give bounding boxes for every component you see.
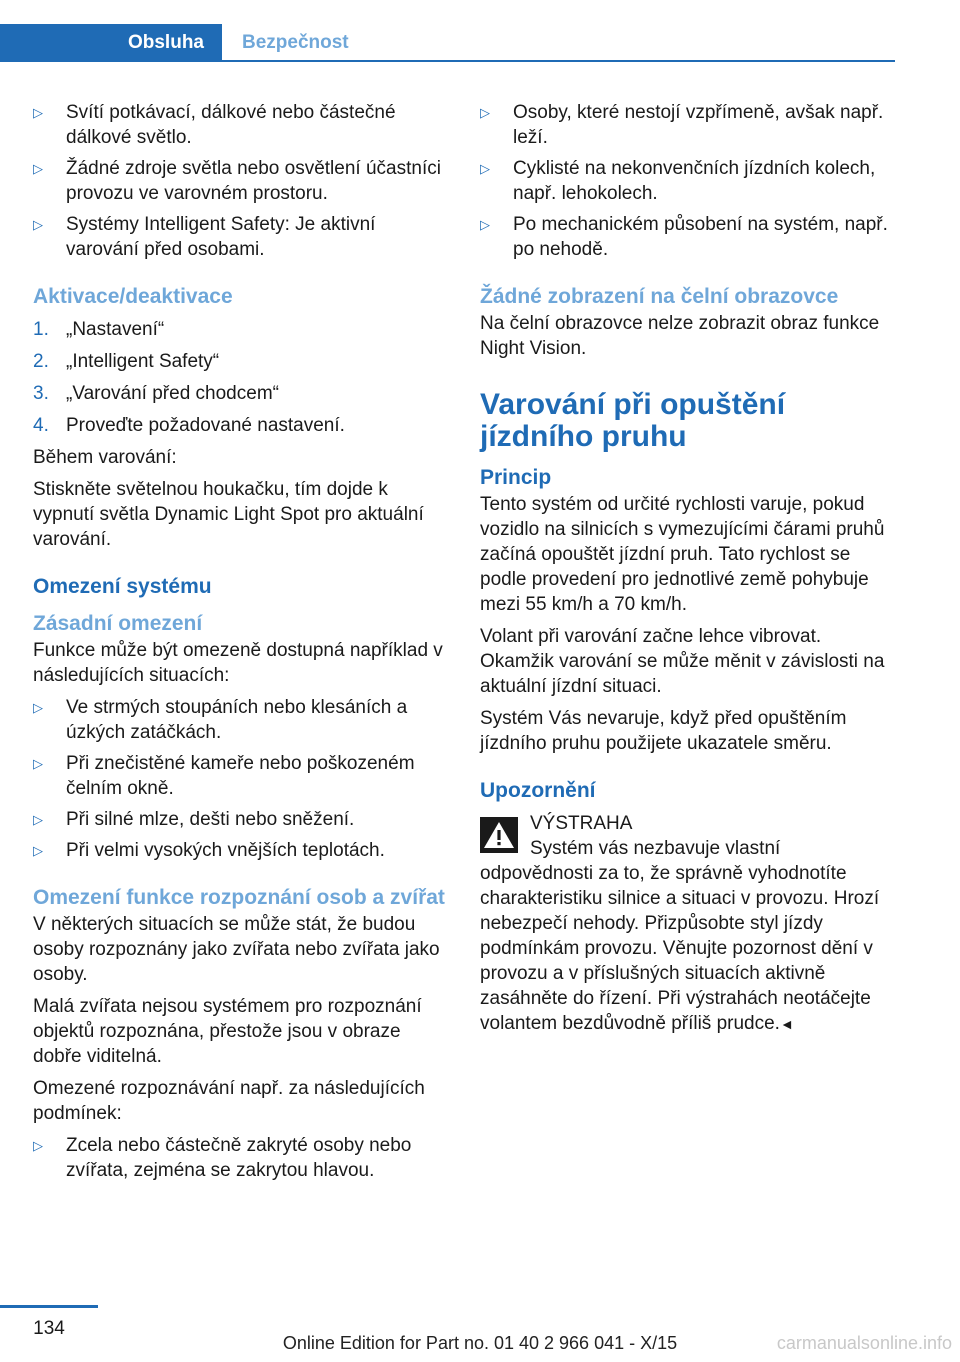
condition-list [33, 100, 448, 262]
paragraph: Volant při varování začne lehce vibrovat. Okamžik varování se může měnit v závislosti na aktuální jízdní situaci. [480, 626, 885, 697]
paragraph: Na čelní obrazovce nelze zobrazit obraz funkce Night Vision. [480, 313, 880, 359]
step-number: 2. [33, 351, 49, 372]
heading-aktivace: Aktivace/deaktivace [33, 285, 233, 308]
tab-obsluha[interactable] [0, 24, 222, 62]
left-column [33, 100, 448, 1189]
page-number: 134 [33, 1318, 65, 1339]
heading-upozorneni: Upozornění [480, 779, 596, 802]
chapter-tabs [0, 24, 895, 62]
list-item-text: Při znečistěné kameře nebo poškozeném čelním okně. [66, 753, 415, 799]
bullet-triangle-icon: ▷ [33, 105, 43, 120]
step-text: „Intelligent Safety“ [66, 351, 220, 372]
paragraph: Systém Vás nevaruje, když před opuštěním jízdního pruhu použijete ukazatele směru. [480, 708, 847, 754]
heading-zasadni-omezeni: Zásadní omezení [33, 612, 203, 635]
step-item [33, 413, 448, 438]
warning-text-content: Systém vás nezbavuje vlastní odpovědnosti za to, že správně vyhodnotíte charakteristiku silnice a situaci v provozu. Hrozí nebezpečí nehody. Přizpůsobte styl jízdy podmínkám provozu. Věnujte pozornost dění v provozu a v příslušných situacích aktivně zasáhněte do řízení. Při výstrahách neotáčejte volantem bezdůvodně příliš prudce. [480, 838, 880, 1034]
bullet-triangle-icon: ▷ [480, 217, 490, 232]
steps-list [33, 317, 448, 438]
bullet-triangle-icon: ▷ [480, 161, 490, 176]
bullet-triangle-icon: ▷ [33, 161, 43, 176]
paragraph: Během varování: [33, 447, 177, 468]
bullet-triangle-icon: ▷ [33, 700, 43, 715]
heading-zadne-zobrazeni: Žádné zobrazení na čelní obrazovce [480, 285, 839, 308]
list-item [33, 156, 448, 206]
bullet-triangle-icon: ▷ [33, 843, 43, 858]
list-item [33, 695, 448, 745]
list-item [480, 100, 895, 150]
paragraph: Malá zvířata nejsou systémem pro rozpoznání objektů rozpoznána, přestože jsou v obraze dobře viditelná. [33, 996, 422, 1067]
paragraph: Tento systém od určité rychlosti varuje, pokud vozidlo na silnicích s vymezujícími čárami pruhů začíná opouštět jízdní pruh. Tato rychlost se podle provedení pro jednotlivé země pohybuje mezi 55 km/h a 70 km/h. [480, 494, 885, 615]
end-mark-icon: ◄ [779, 1016, 794, 1032]
step-text: „Nastavení“ [66, 319, 165, 340]
list-item [33, 838, 448, 863]
warning-block [480, 811, 895, 1037]
list-item [480, 212, 895, 262]
list-item-text: Osoby, které nestojí vzpřímeně, avšak např. leží. [513, 102, 884, 148]
step-number: 1. [33, 319, 49, 340]
right-column [480, 100, 895, 1044]
heading-omezeni-rozpoznani: Omezení funkce rozpoznání osob a zvířat [33, 886, 445, 909]
step-number: 3. [33, 383, 49, 404]
list-item [33, 212, 448, 262]
list-item-text: Žádné zdroje světla nebo osvětlení účastníci provozu ve varovném prostoru. [66, 158, 441, 204]
paragraph: V některých situacích se může stát, že budou osoby rozpoznány jako zvířata nebo zvířata jako osoby. [33, 914, 440, 985]
limitation-list [33, 695, 448, 863]
list-item [33, 100, 448, 150]
list-item [480, 156, 895, 206]
tab-divider [0, 60, 895, 62]
bullet-triangle-icon: ▷ [33, 1138, 43, 1153]
step-item [33, 349, 448, 374]
bullet-triangle-icon: ▷ [480, 105, 490, 120]
watermark: carmanualsonline.info [776, 1333, 952, 1353]
step-text: „Varování před chodcem“ [66, 383, 279, 404]
step-item [33, 381, 448, 406]
warning-triangle-icon [480, 817, 518, 853]
list-item-text: Cyklisté na nekonvenčních jízdních kolech, např. lehokolech. [513, 158, 876, 204]
recognition-list [33, 1133, 448, 1183]
heading-varovani-pri-opusteni: Varování při opuštění jízdního pruhu [480, 388, 786, 453]
list-item-text: Při velmi vysokých vnějších teplotách. [66, 840, 385, 861]
footer-divider [0, 1305, 98, 1308]
tab-bezpecnost[interactable] [222, 24, 349, 62]
bullet-triangle-icon: ▷ [33, 812, 43, 827]
list-item [33, 1133, 448, 1183]
heading-omezeni-systemu: Omezení systému [33, 575, 212, 598]
bullet-triangle-icon: ▷ [33, 217, 43, 232]
recognition-list-continued [480, 100, 895, 262]
step-number: 4. [33, 415, 49, 436]
edition-text: Online Edition for Part no. 01 40 2 966 041 - X/15 [282, 1333, 678, 1353]
list-item-text: Při silné mlze, dešti nebo sněžení. [66, 809, 355, 830]
step-text: Proveďte požadované nastavení. [66, 415, 345, 436]
warning-text [480, 836, 895, 1037]
paragraph: Funkce může být omezeně dostupná například v následujících situacích: [33, 640, 443, 686]
paragraph: Stiskněte světelnou houkačku, tím dojde k vypnutí světla Dynamic Light Spot pro aktuální varování. [33, 479, 424, 550]
tab-bezpecnost-label: Bezpečnost [242, 32, 349, 53]
tab-obsluha-label: Obsluha [127, 32, 204, 53]
heading-princip: Princip [480, 466, 552, 489]
warning-title: VÝSTRAHA [530, 813, 633, 834]
list-item [33, 751, 448, 801]
list-item [33, 807, 448, 832]
list-item-text: Ve strmých stoupáních nebo klesáních a úzkých zatáčkách. [66, 697, 408, 743]
step-item [33, 317, 448, 342]
bullet-triangle-icon: ▷ [33, 756, 43, 771]
list-item-text: Po mechanickém působení na systém, např. po nehodě. [513, 214, 888, 260]
list-item-text: Zcela nebo částečně zakryté osoby nebo zvířata, zejména se zakrytou hlavou. [66, 1135, 412, 1181]
list-item-text: Systémy Intelligent Safety: Je aktivní varování před osobami. [66, 214, 376, 260]
list-item-text: Svítí potkávací, dálkové nebo částečné dálkové světlo. [66, 102, 396, 148]
paragraph: Omezené rozpoznávání např. za následujících podmínek: [33, 1078, 425, 1124]
